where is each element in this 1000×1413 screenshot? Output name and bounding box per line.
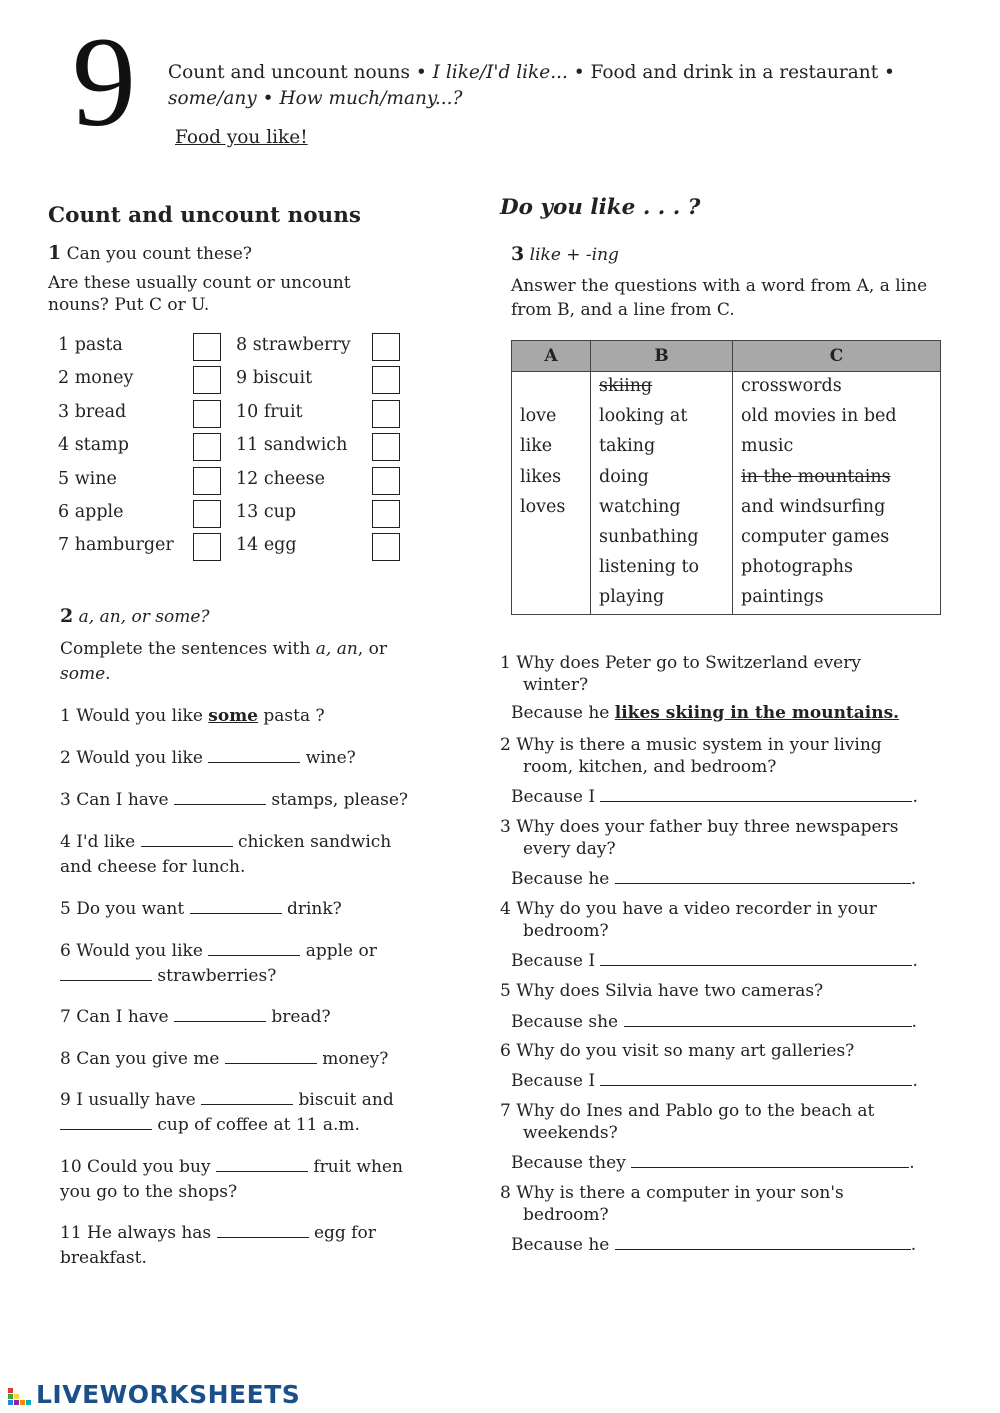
- table-header: C: [733, 341, 941, 372]
- blank[interactable]: [208, 939, 300, 956]
- noun-item: 11 sandwich: [236, 435, 348, 455]
- word-c: and windsurfing: [741, 496, 886, 517]
- answer-box[interactable]: [193, 333, 221, 361]
- sentence-10: 10 Could you buy fruit when you go to the shops?: [60, 1157, 403, 1202]
- answer-line[interactable]: [600, 1069, 912, 1086]
- word-b: taking: [599, 436, 656, 457]
- question-8: 8 Why is there a computer in your son's bedroom?: [500, 1183, 844, 1225]
- word-c: old movies in bed: [741, 406, 897, 427]
- noun-item: 13 cup: [236, 502, 297, 522]
- answer-8: Because he .: [511, 1235, 917, 1255]
- answer-7: Because they .: [511, 1153, 915, 1173]
- noun-item: 3 bread: [58, 402, 127, 422]
- word-b-used: skiing: [599, 376, 653, 396]
- answer-3: Because he .: [511, 869, 917, 889]
- word-b: sunbathing: [599, 526, 699, 547]
- logo-icon: [8, 1382, 34, 1406]
- exercise-2-instruction: Complete the sentences with a, an, or some.: [60, 639, 387, 684]
- noun-item: 8 strawberry: [236, 335, 351, 355]
- column-a: [512, 372, 591, 615]
- example-answer: some: [208, 706, 258, 726]
- question-1: 1 Why does Peter go to Switzerland every winter?: [500, 653, 861, 695]
- answer-1: Because he likes skiing in the mountains.: [511, 703, 900, 723]
- answer-6: Because I .: [511, 1071, 918, 1091]
- noun-item: 4 stamp: [58, 435, 129, 455]
- unit-number: 9: [72, 11, 136, 153]
- answer-box[interactable]: [372, 533, 400, 561]
- answer-box[interactable]: [372, 433, 400, 461]
- question-2: 2 Why is there a music system in your living room, kitchen, and bedroom?: [500, 735, 882, 777]
- question-6: 6 Why do you visit so many art galleries?: [500, 1041, 855, 1061]
- sentence-7: 7 Can I have bread?: [60, 1007, 331, 1027]
- sentence-11: 11 He always has egg for breakfast.: [60, 1223, 376, 1268]
- question-4: 4 Why do you have a video recorder in your bedroom?: [500, 899, 877, 941]
- answer-box[interactable]: [372, 366, 400, 394]
- column-b: [591, 372, 733, 615]
- noun-item: 9 biscuit: [236, 368, 313, 388]
- answer-line[interactable]: [624, 1010, 912, 1027]
- sentence-9: 9 I usually have biscuit and cup of coffee at 11 a.m.: [60, 1090, 394, 1135]
- word-c: paintings: [741, 587, 824, 608]
- answer-box[interactable]: [193, 433, 221, 461]
- blank[interactable]: [201, 1088, 293, 1105]
- unit-subtitle: Food you like!: [175, 127, 308, 148]
- noun-item: 1 pasta: [58, 335, 123, 355]
- answer-box[interactable]: [193, 500, 221, 528]
- answer-2: Because I .: [511, 787, 918, 807]
- answer-line[interactable]: [615, 867, 911, 884]
- blank[interactable]: [141, 830, 233, 847]
- answer-box[interactable]: [372, 467, 400, 495]
- blank[interactable]: [217, 1221, 309, 1238]
- exercise-3-heading: 3 like + -ing: [511, 243, 619, 265]
- word-b: playing: [599, 587, 665, 608]
- exercise-2-heading: 2 a, an, or some?: [60, 605, 210, 627]
- word-a: loves: [520, 496, 566, 517]
- word-table: [511, 340, 941, 615]
- example-answer: likes skiing in the mountains.: [614, 703, 900, 723]
- sentence-3: 3 Can I have stamps, please?: [60, 790, 409, 810]
- answer-box[interactable]: [193, 366, 221, 394]
- unit-topics: Count and uncount nouns • I like/I'd like... • Food and drink in a restaurant • some/any • How much/many...?: [168, 62, 895, 109]
- answer-box[interactable]: [372, 400, 400, 428]
- sentence-8: 8 Can you give me money?: [60, 1049, 389, 1069]
- word-b: listening to: [599, 557, 700, 578]
- blank[interactable]: [174, 788, 266, 805]
- noun-item: 7 hamburger: [58, 535, 174, 555]
- blank[interactable]: [225, 1047, 317, 1064]
- word-a: love: [520, 406, 557, 427]
- blank[interactable]: [60, 1113, 152, 1130]
- noun-item: 14 egg: [236, 535, 297, 555]
- table-header: A: [512, 341, 591, 372]
- blank[interactable]: [190, 897, 282, 914]
- word-c-used: in the mountains: [741, 466, 891, 487]
- answer-4: Because I .: [511, 951, 918, 971]
- liveworksheets-logo: LIVEWORKSHEETS: [8, 1380, 300, 1409]
- sentence-5: 5 Do you want drink?: [60, 899, 342, 919]
- answer-box[interactable]: [372, 500, 400, 528]
- answer-5: Because she .: [511, 1012, 917, 1032]
- word-b: watching: [599, 496, 681, 517]
- question-5: 5 Why does Silvia have two cameras?: [500, 981, 824, 1001]
- sentence-6: 6 Would you like apple or strawberries?: [60, 941, 377, 986]
- word-a: like: [520, 436, 553, 457]
- word-b: looking at: [599, 406, 688, 427]
- question-7: 7 Why do Ines and Pablo go to the beach at weekends?: [500, 1101, 875, 1143]
- answer-box[interactable]: [193, 533, 221, 561]
- exercise-1-heading: 1 Can you count these?: [48, 242, 252, 264]
- word-a: likes: [520, 466, 562, 487]
- exercise-1-instruction: Are these usually count or uncount nouns? Put C or U.: [48, 273, 351, 315]
- answer-box[interactable]: [193, 467, 221, 495]
- noun-item: 2 money: [58, 368, 134, 388]
- noun-item: 6 apple: [58, 502, 124, 522]
- word-c: computer games: [741, 526, 890, 547]
- column-c: [733, 372, 941, 615]
- sentence-1: 1 Would you like some pasta ?: [60, 706, 325, 726]
- exercise-3-instruction: Answer the questions with a word from A, a line from B, and a line from C.: [511, 276, 928, 320]
- answer-box[interactable]: [372, 333, 400, 361]
- noun-item: 12 cheese: [236, 469, 325, 489]
- blank[interactable]: [216, 1155, 308, 1172]
- sentence-2: 2 Would you like wine?: [60, 748, 356, 768]
- blank[interactable]: [60, 964, 152, 981]
- word-c: crosswords: [741, 376, 842, 396]
- noun-item: 5 wine: [58, 469, 117, 489]
- answer-line[interactable]: [615, 1233, 911, 1250]
- section-title-count: Count and uncount nouns: [48, 203, 361, 228]
- answer-line[interactable]: [631, 1151, 909, 1168]
- answer-box[interactable]: [193, 400, 221, 428]
- word-c: photographs: [741, 557, 854, 578]
- table-header: B: [591, 341, 733, 372]
- answer-line[interactable]: [600, 785, 912, 802]
- noun-item: 10 fruit: [236, 402, 303, 422]
- section-title-like: Do you like . . . ?: [500, 195, 701, 220]
- question-3: 3 Why does your father buy three newspapers every day?: [500, 817, 899, 859]
- word-c: music: [741, 436, 794, 457]
- blank[interactable]: [208, 746, 300, 763]
- blank[interactable]: [174, 1005, 266, 1022]
- sentence-4: 4 I'd like chicken sandwich and cheese for lunch.: [60, 832, 392, 877]
- word-b: doing: [599, 466, 649, 487]
- answer-line[interactable]: [600, 949, 912, 966]
